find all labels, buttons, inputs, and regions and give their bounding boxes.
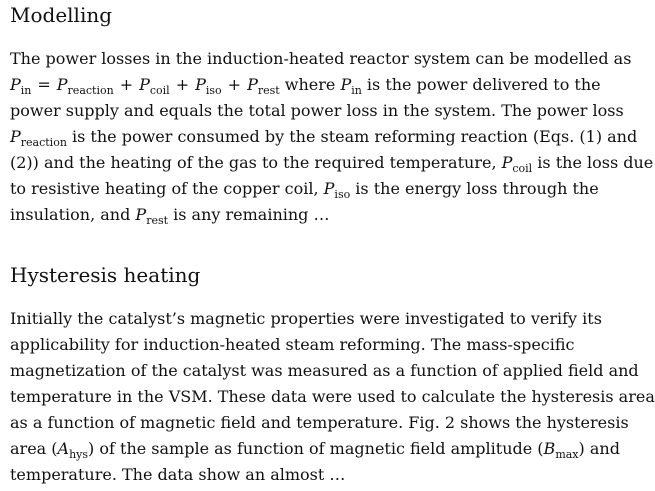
text-line: Initially the catalyst’s magnetic properties were investigated to verify its (10, 309, 602, 328)
text-line: $P_{reaction}$ is the power consumed by the steam reforming reaction (Eqs. (1) and (10, 127, 638, 149)
section-title-hysteresis-heating: Hysteresis heating (10, 263, 201, 287)
text-line: The power losses in the induction-heated reactor system can be modelled as (10, 49, 632, 68)
text-line: applicability for induction-heated steam reforming. The mass-specific (10, 335, 575, 354)
hysteresis-paragraph (10, 306, 655, 488)
section-title-modelling: Modelling (10, 3, 113, 27)
text-line: temperature in the VSM. These data were used to calculate the hysteresis area (10, 387, 655, 406)
text-line: magnetization of the catalyst was measured as a function of applied field and (10, 361, 639, 380)
text-line: insulation, and $P_{rest}$ is any remaining … (10, 205, 330, 227)
text-line: to resistive heating of the copper coil, $P_{iso}$ is the energy loss through the (10, 179, 599, 201)
text-line: $P_{in} = P_{reaction} + P_{coil} + P_{iso} + P_{rest}$ where $P_{in}$ is the power delivered to the (10, 75, 601, 97)
power-balance-equation: $P_{in} = P_{reaction} + P_{coil} + P_{iso} + P_{rest}$ (10, 75, 280, 97)
text-line: power supply and equals the total power loss in the system. The power loss (10, 101, 624, 120)
text-line: (2)) and the heating of the gas to the required temperature, $P_{coil}$ is the loss due (10, 153, 654, 175)
modelling-paragraph (10, 46, 654, 228)
text-line: as a function of magnetic field and temperature. Fig. 2 shows the hysteresis (10, 413, 629, 432)
text-line: temperature. The data show an almost … (10, 465, 346, 484)
text-line: area $(A_{hys})$ of the sample as function of magnetic field amplitude $(B_{max})$ and (10, 439, 620, 461)
